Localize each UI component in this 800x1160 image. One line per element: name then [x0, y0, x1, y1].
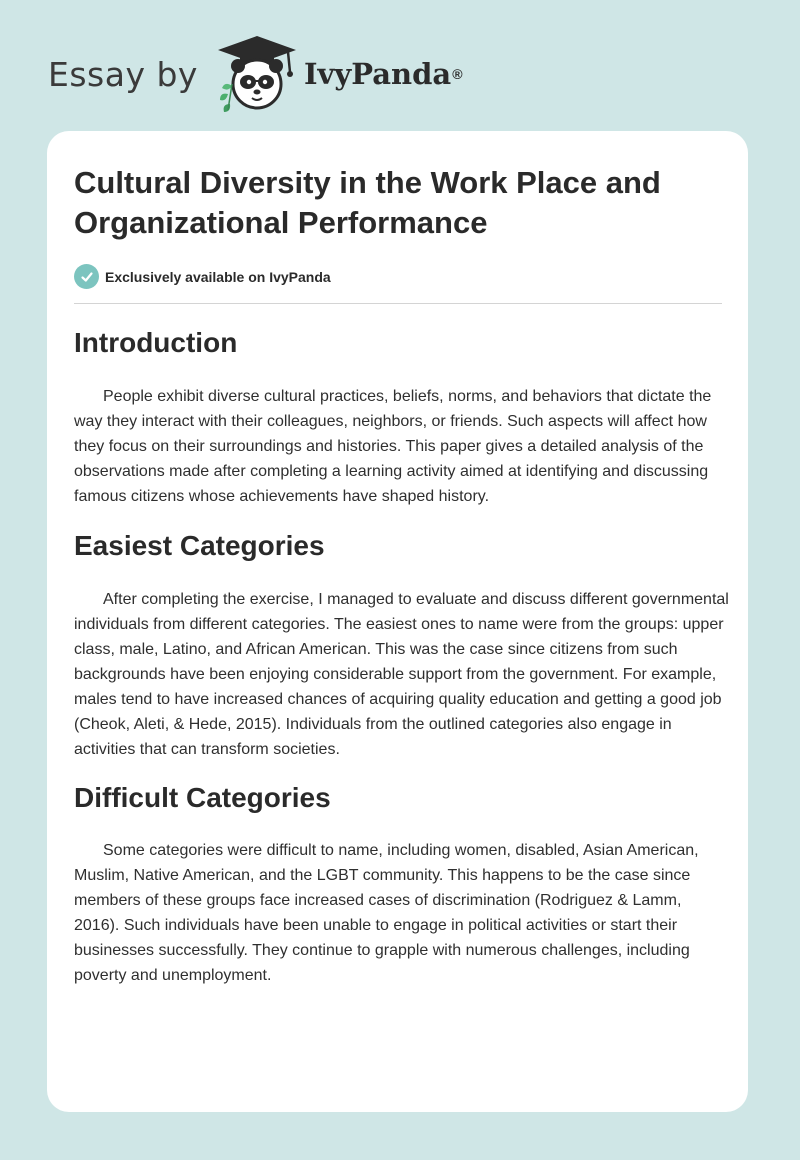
check-icon — [74, 264, 99, 289]
brand-prefix: Essay by — [48, 54, 198, 94]
brand-header — [48, 34, 463, 114]
section-heading-introduction: Introduction — [74, 327, 238, 358]
brand-name: IvyPanda — [303, 57, 452, 91]
section-paragraph-difficult-categories: Some categories were difficult to name, including women, disabled, Asian American, Muslim, Native American, and the LGBT community. This happens to be the case since members of these groups face increased cases of discrimination (Rodriguez & Lamm, 2016). Such individuals have been unable to engage in political activities or start their businesses successfully. They continue to grapple with numerous challenges, including poverty and unemployment. — [74, 842, 699, 984]
badge-text: Exclusively available on IvyPanda — [105, 268, 331, 285]
registered-mark: ® — [452, 66, 463, 82]
panda-graduate-icon — [214, 32, 300, 117]
section-heading-difficult-categories: Difficult Categories — [74, 782, 331, 813]
essay-card — [47, 131, 748, 1112]
essay-title: Cultural Diversity in the Work Place and Organizational Performance — [74, 165, 661, 240]
exclusive-badge — [74, 264, 331, 289]
section-paragraph-easiest-categories: After completing the exercise, I managed to evaluate and discuss different governmental individuals from different categories. The easiest ones to name were from the groups: upper class, male, Latino, and African American. This was the case since citizens from such backgrounds have been enjoying considerable support from the government. For example, males tend to have increased chances of acquiring quality education and getting a good job (Cheok, Aleti, & Hede, 2015). Individuals from the outlined categories also engage in activities that can transform societies. — [74, 591, 729, 758]
section-heading-easiest-categories: Easiest Categories — [74, 530, 325, 561]
divider — [74, 303, 722, 304]
section-paragraph-introduction: People exhibit diverse cultural practices, beliefs, norms, and behaviors that dictate the way they interact with their colleagues, neighbors, or friends. Such aspects will affect how they focus on their surroundings and histories. This paper gives a detailed analysis of the observations made after completing a learning activity aimed at identifying and discussing famous citizens whose achievements have shaped history. — [74, 388, 712, 505]
